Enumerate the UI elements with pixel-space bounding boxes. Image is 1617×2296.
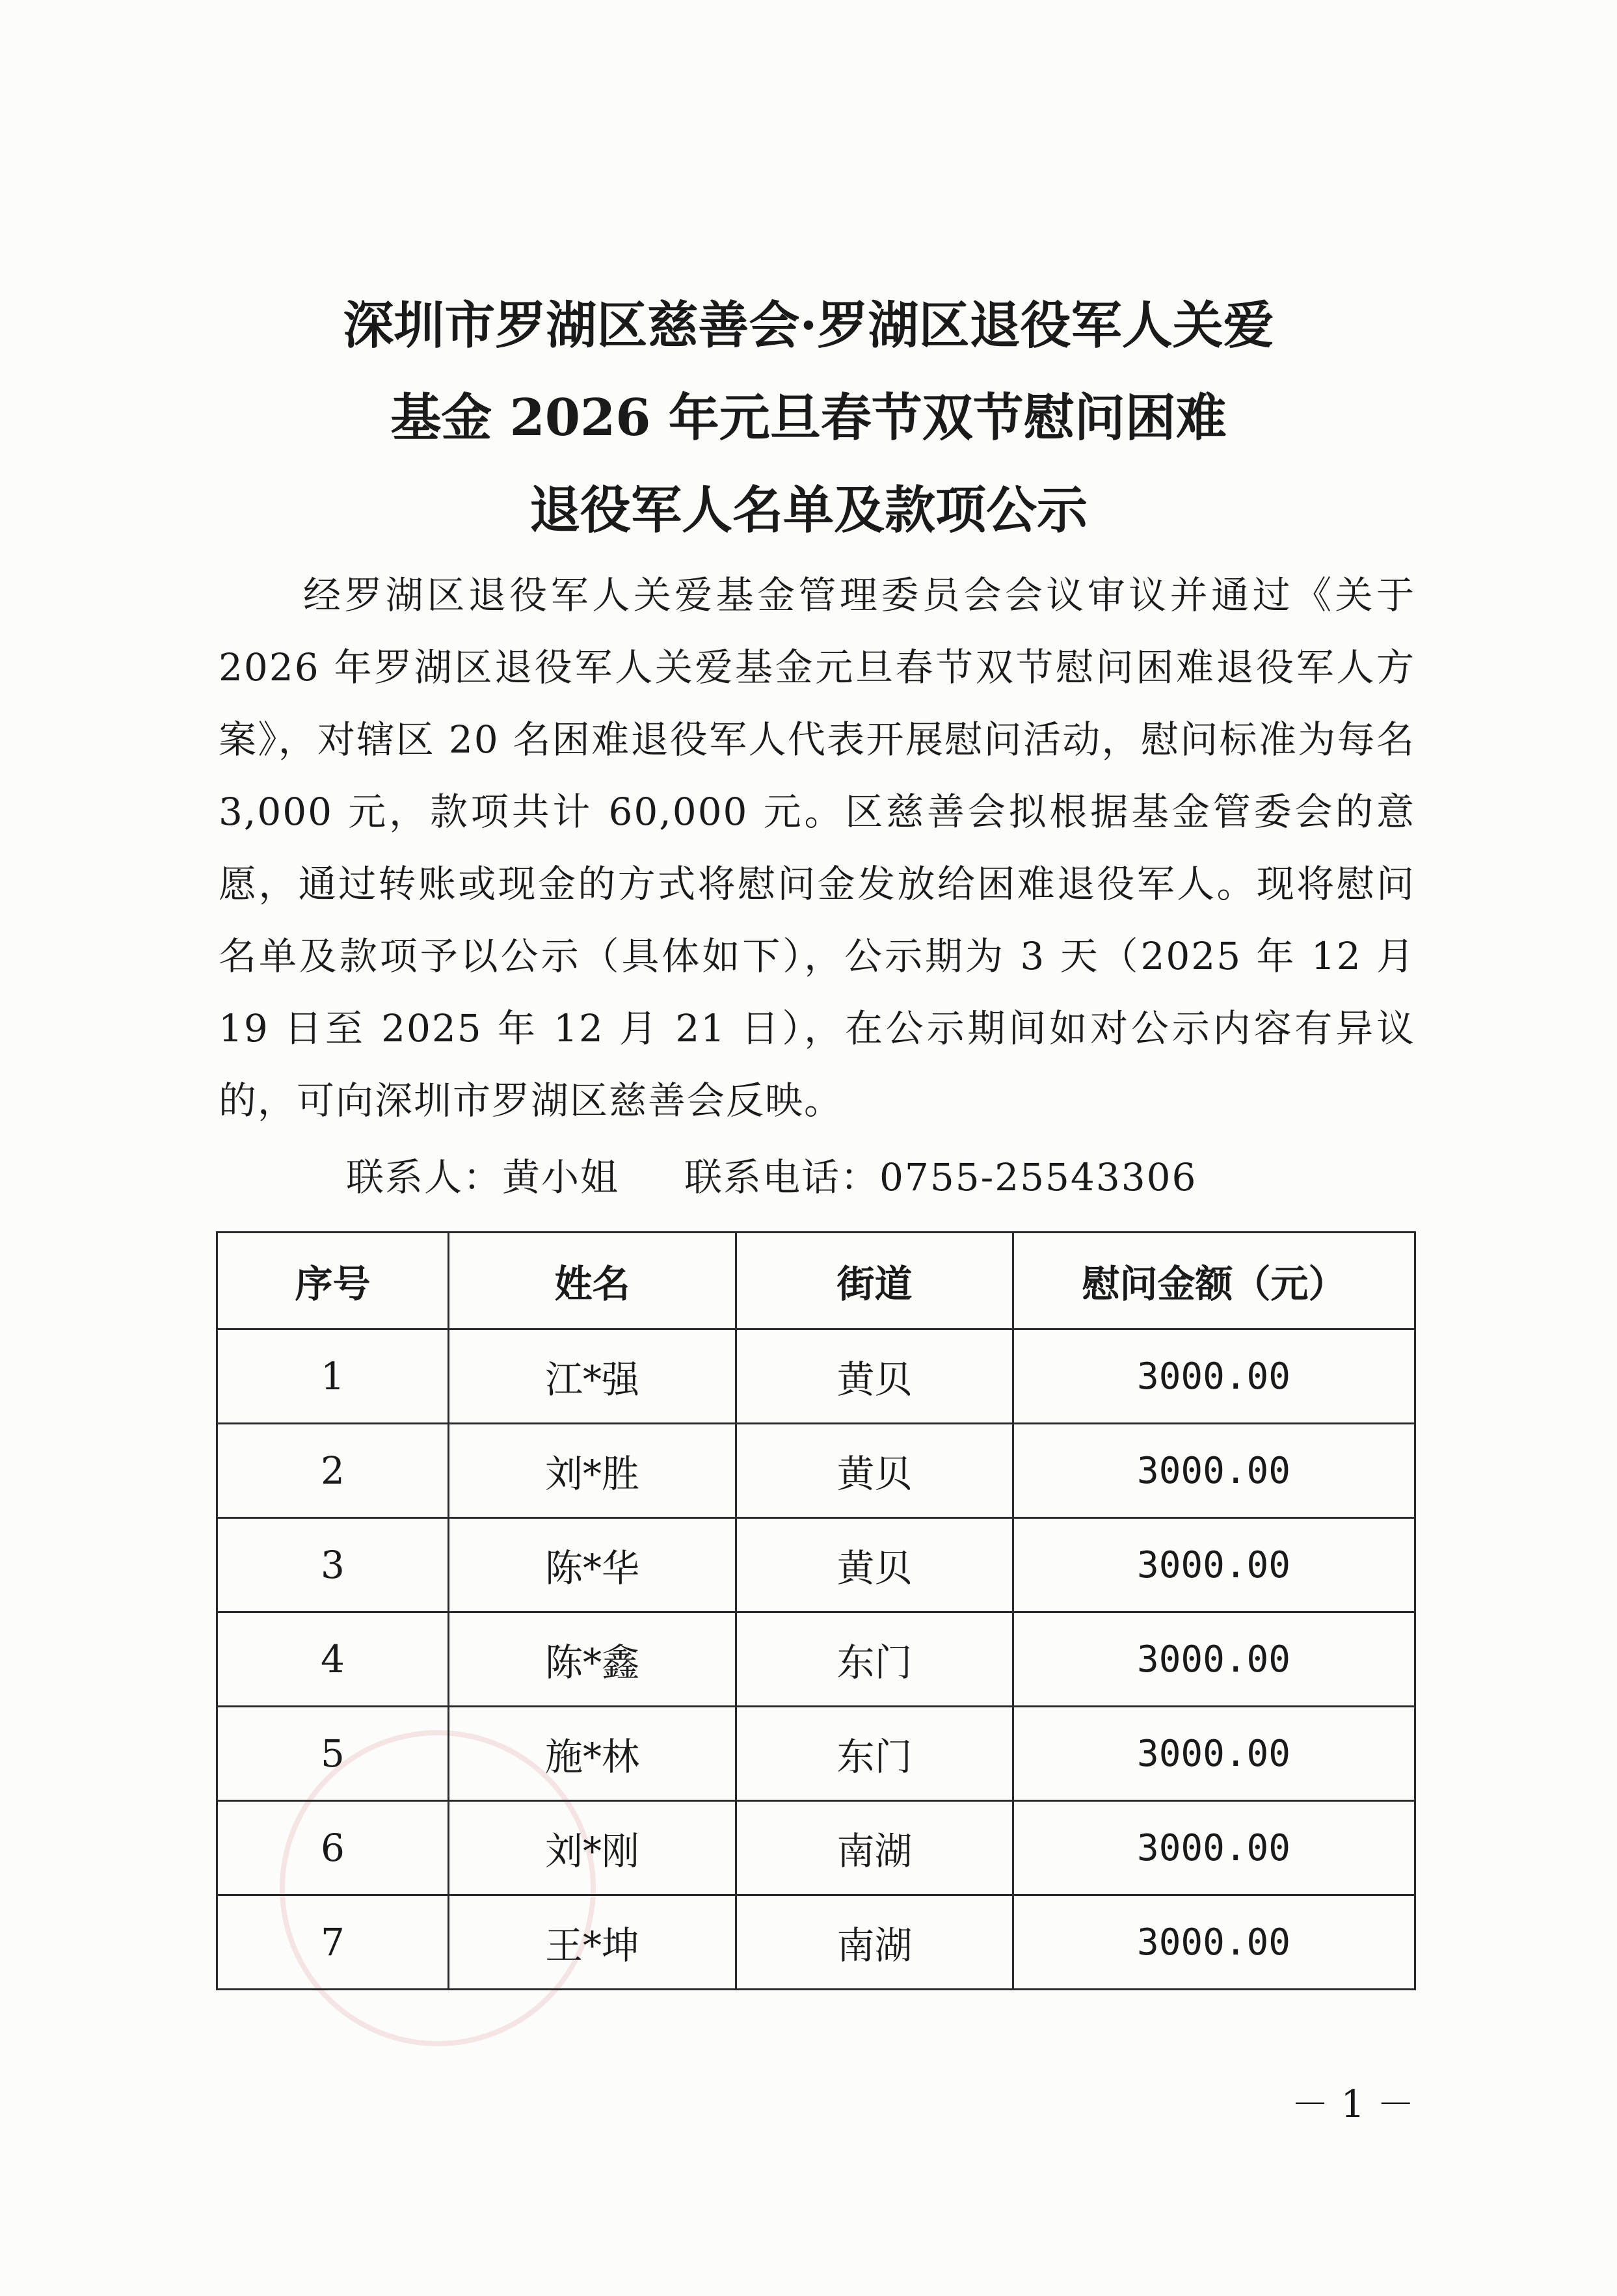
title-line-1: 深圳市罗湖区慈善会·罗湖区退役军人关爱 bbox=[343, 296, 1274, 355]
row-name: 王*坤 bbox=[449, 1895, 736, 1990]
row-amount: 3000.00 bbox=[1013, 1424, 1415, 1518]
page-number: － 1 － bbox=[1291, 2082, 1415, 2126]
row-street: 黄贝 bbox=[736, 1329, 1013, 1424]
table-row bbox=[217, 1424, 1415, 1518]
row-street: 黄贝 bbox=[736, 1518, 1013, 1612]
notice-paragraph: 经罗湖区退役军人关爱基金管理委员会会议审议并通过《关于 2026 年罗湖区退役军人关爱基金元旦春节双节慰问困难退役军人方案》，对辖区 20 名困难退役军人代表开展慰问活动，慰问标准为每名 3,000 元，款项共计 60,000 元。区慈善会拟根据基金管委会的意愿，通过转账或现金的方式将慰问金发放给困难退役军人。现将慰问名单及款项予以公示（具体如下），公示期为 3 天（2025 年 12 月 19 日至 2025 年 12 月 21 日），在公示期间如对公示内容有异议的，可向深圳市罗湖区慈善会反映。 bbox=[219, 573, 1415, 1123]
row-no: 6 bbox=[217, 1801, 449, 1895]
table-row bbox=[217, 1329, 1415, 1424]
row-amount: 3000.00 bbox=[1013, 1612, 1415, 1707]
title-line-3: 退役军人名单及款项公示 bbox=[529, 481, 1088, 540]
row-amount: 3000.00 bbox=[1013, 1329, 1415, 1424]
row-name: 陈*华 bbox=[449, 1518, 736, 1612]
table-row bbox=[217, 1801, 1415, 1895]
row-amount: 3000.00 bbox=[1013, 1895, 1415, 1990]
row-amount: 3000.00 bbox=[1013, 1707, 1415, 1801]
row-street: 东门 bbox=[736, 1707, 1013, 1801]
header-name: 姓名 bbox=[449, 1233, 736, 1329]
row-name: 陈*鑫 bbox=[449, 1612, 736, 1707]
row-amount: 3000.00 bbox=[1013, 1518, 1415, 1612]
row-no: 1 bbox=[217, 1329, 449, 1424]
row-name: 施*林 bbox=[449, 1707, 736, 1801]
document-title bbox=[0, 280, 1617, 557]
row-name: 江*强 bbox=[449, 1329, 736, 1424]
header-street: 街道 bbox=[736, 1233, 1013, 1329]
row-street: 南湖 bbox=[736, 1895, 1013, 1990]
table-header-row bbox=[217, 1233, 1415, 1329]
row-no: 7 bbox=[217, 1895, 449, 1990]
row-street: 黄贝 bbox=[736, 1424, 1013, 1518]
header-no: 序号 bbox=[217, 1233, 449, 1329]
row-no: 3 bbox=[217, 1518, 449, 1612]
title-line-2: 基金 2026 年元旦春节双节慰问困难 bbox=[390, 388, 1227, 447]
row-street: 东门 bbox=[736, 1612, 1013, 1707]
contact-line bbox=[346, 1141, 1197, 1214]
table-row bbox=[217, 1707, 1415, 1801]
row-name: 刘*刚 bbox=[449, 1801, 736, 1895]
row-amount: 3000.00 bbox=[1013, 1801, 1415, 1895]
contact-person: 联系人：黄小姐 bbox=[346, 1155, 620, 1199]
row-no: 2 bbox=[217, 1424, 449, 1518]
contact-phone: 联系电话：0755-25543306 bbox=[684, 1155, 1197, 1199]
table-row bbox=[217, 1518, 1415, 1612]
header-amount: 慰问金额（元） bbox=[1013, 1233, 1415, 1329]
row-no: 5 bbox=[217, 1707, 449, 1801]
row-name: 刘*胜 bbox=[449, 1424, 736, 1518]
table-row bbox=[217, 1895, 1415, 1990]
recipient-table bbox=[216, 1231, 1416, 1990]
row-no: 4 bbox=[217, 1612, 449, 1707]
table-row bbox=[217, 1612, 1415, 1707]
row-street: 南湖 bbox=[736, 1801, 1013, 1895]
